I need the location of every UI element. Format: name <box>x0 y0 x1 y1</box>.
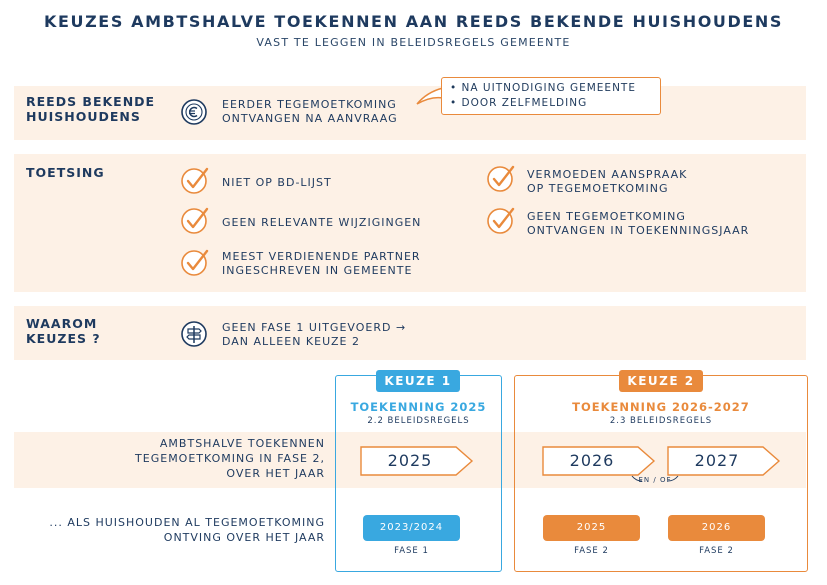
keuze2-pill-1: 2025 <box>543 515 640 541</box>
keuze2-sub: 2.3 BELEIDSREGELS <box>609 416 713 426</box>
check-icon <box>486 164 516 194</box>
page-title: KEUZES AMBTSHALVE TOEKENNEN AAN REEDS BEKENDE HUISHOUDENS <box>43 12 784 31</box>
check-icon <box>180 206 210 236</box>
known-households-text: EERDER TEGEMOETKOMING ONTVANGEN NA AANVRAAG <box>222 98 398 125</box>
keuze1-tag: KEUZE 1 <box>376 370 460 392</box>
keuze2-arrow-label-1: 2026 <box>569 451 615 470</box>
check-text-no-allowance-year: GEEN TEGEMOETKOMING ONTVANGEN IN TOEKENNINGSJAAR <box>527 210 750 237</box>
toetsing-label: TOETSING <box>26 165 105 180</box>
check-icon <box>180 248 210 278</box>
check-icon <box>180 166 210 196</box>
check-text-no-changes: GEEN RELEVANTE WIJZIGINGEN <box>222 216 422 229</box>
keuze1-sub: 2.2 BELEIDSREGELS <box>367 416 470 426</box>
keuze2-pill-caption-1: FASE 2 <box>574 546 609 556</box>
invitation-options-bubble <box>441 77 661 115</box>
waarom-text: GEEN FASE 1 UITGEVOERD → DAN ALLEEN KEUZE 2 <box>222 321 407 348</box>
bubble-item: • NA UITNODIGING GEMEENTE <box>450 82 636 94</box>
check-text-bd-list: NIET OP BD-LIJST <box>222 176 332 189</box>
keuze2-connector: EN / OF <box>638 476 672 484</box>
keuze1-heading: TOEKENNING 2025 <box>350 400 487 414</box>
als-huishouden-label: ... ALS HUISHOUDEN AL TEGEMOETKOMING ONTVING OVER HET JAAR <box>49 516 325 544</box>
band-waarom <box>14 306 806 360</box>
keuze1-pill-caption: FASE 1 <box>394 546 429 556</box>
bubble-item: • DOOR ZELFMELDING <box>450 97 588 109</box>
keuze2-arrow-label-2: 2027 <box>694 451 740 470</box>
ambtshalve-label: AMBTSHALVE TOEKENNEN TEGEMOETKOMING IN FASE 2, OVER HET JAAR <box>135 437 325 480</box>
check-text-partner: MEEST VERDIENENDE PARTNER INGESCHREVEN IN GEMEENTE <box>222 250 421 277</box>
waarom-label: WAAROM KEUZES ? <box>26 316 101 346</box>
check-text-presumed-entitlement: VERMOEDEN AANSPRAAK OP TEGEMOETKOMING <box>527 168 688 195</box>
signpost-icon <box>180 320 208 348</box>
euro-coin-icon <box>180 98 208 126</box>
page-subtitle: VAST TE LEGGEN IN BELEIDSREGELS GEMEENTE <box>256 36 571 49</box>
keuze2-tag: KEUZE 2 <box>619 370 703 392</box>
keuze1-arrow-label: 2025 <box>387 451 433 470</box>
keuze2-pill-2: 2026 <box>668 515 765 541</box>
keuze1-pill: 2023/2024 <box>363 515 460 541</box>
keuze2-pill-caption-2: FASE 2 <box>699 546 734 556</box>
known-households-label: REEDS BEKENDE HUISHOUDENS <box>26 94 156 124</box>
check-icon <box>486 206 516 236</box>
keuze2-heading: TOEKENNING 2026-2027 <box>572 400 750 414</box>
